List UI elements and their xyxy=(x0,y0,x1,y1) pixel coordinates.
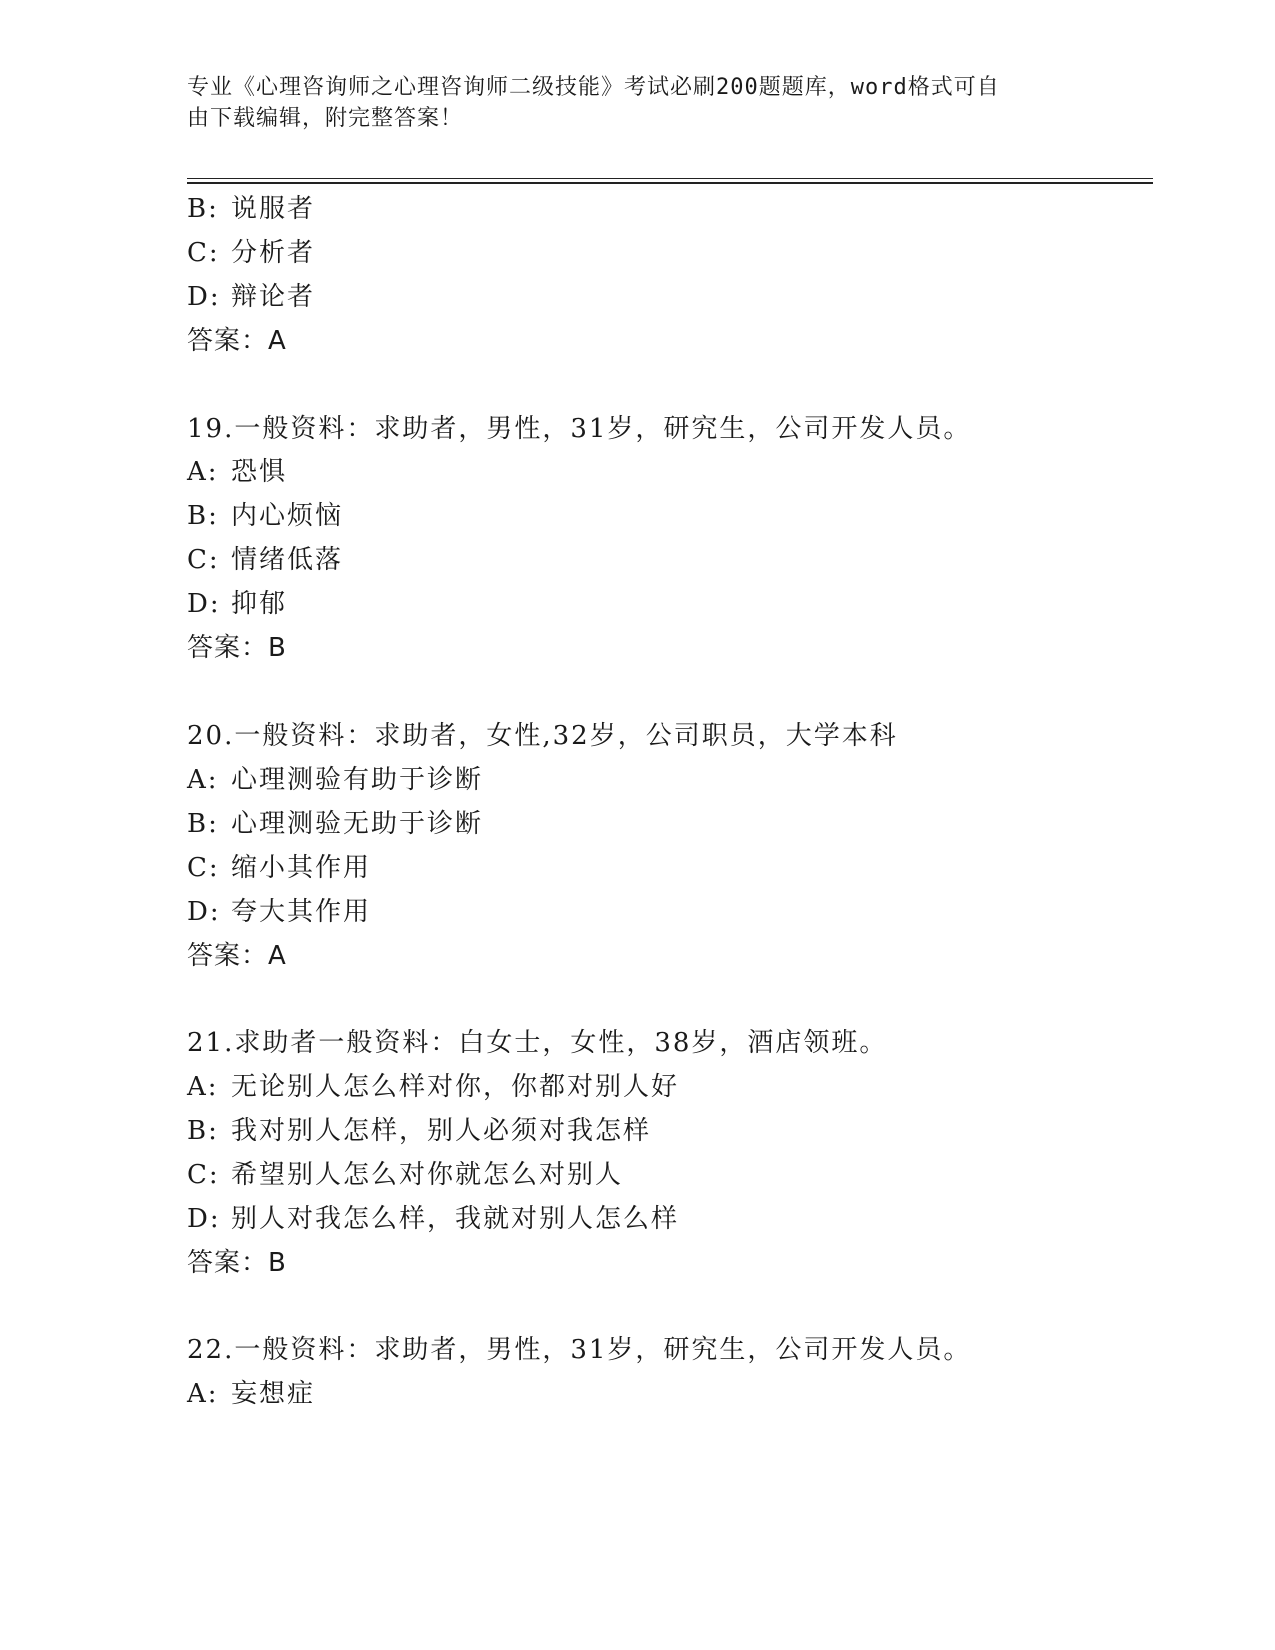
option-row xyxy=(187,1158,623,1192)
option-row xyxy=(187,807,483,841)
option-key: D: xyxy=(187,589,221,619)
option-text: 夸大其作用 xyxy=(231,897,372,927)
option-key: A: xyxy=(187,457,219,487)
option-row xyxy=(187,587,287,621)
answer-line: 答案：B xyxy=(187,1248,287,1278)
option-key: C: xyxy=(187,545,220,575)
option-key: A: xyxy=(187,1379,219,1409)
option-row xyxy=(187,851,371,885)
option-text: 分析者 xyxy=(231,238,316,268)
option-key: B: xyxy=(187,194,219,224)
header-line-1: 专业《心理咨询师之心理咨询师二级技能》考试必刷200题题库，word格式可自 xyxy=(187,75,1000,100)
option-row xyxy=(187,543,343,577)
header-divider-thin xyxy=(187,178,1153,179)
option-row xyxy=(187,280,315,314)
option-key: D: xyxy=(187,282,221,312)
option-row xyxy=(187,763,483,797)
option-text: 抑郁 xyxy=(231,589,288,619)
option-key: D: xyxy=(187,1204,221,1234)
document-header xyxy=(187,72,1067,134)
question-stem: 21.求助者一般资料：白女士，女性，38岁，酒店领班。 xyxy=(187,1028,888,1058)
option-key: C: xyxy=(187,238,220,268)
option-key: C: xyxy=(187,1160,220,1190)
option-row xyxy=(187,192,315,226)
option-key: B: xyxy=(187,501,219,531)
question-stem: 19.一般资料：求助者，男性，31岁，研究生，公司开发人员。 xyxy=(187,414,972,444)
option-key: C: xyxy=(187,853,220,883)
option-text: 恐惧 xyxy=(231,457,288,487)
option-text: 别人对我怎么样，我就对别人怎么样 xyxy=(231,1204,680,1234)
option-text: 情绪低落 xyxy=(231,545,344,575)
answer-line: 答案：A xyxy=(187,941,287,971)
option-key: A: xyxy=(187,765,219,795)
option-row xyxy=(187,455,287,489)
option-text: 内心烦恼 xyxy=(231,501,344,531)
option-key: B: xyxy=(187,809,219,839)
option-text: 心理测验有助于诊断 xyxy=(231,765,484,795)
header-line-2: 由下载编辑，附完整答案！ xyxy=(187,106,464,131)
option-row xyxy=(187,1114,651,1148)
option-text: 无论别人怎么样对你，你都对别人好 xyxy=(231,1072,680,1102)
option-text: 辩论者 xyxy=(231,282,316,312)
option-text: 妄想症 xyxy=(231,1379,316,1409)
option-key: B: xyxy=(187,1116,219,1146)
answer-line: 答案：A xyxy=(187,326,287,356)
option-text: 我对别人怎样，别人必须对我怎样 xyxy=(231,1116,652,1146)
answer-line: 答案：B xyxy=(187,633,287,663)
option-text: 缩小其作用 xyxy=(231,853,372,883)
option-row xyxy=(187,236,315,270)
option-row xyxy=(187,1377,315,1411)
question-stem: 20.一般资料：求助者，女性,32岁，公司职员，大学本科 xyxy=(187,721,898,751)
option-row xyxy=(187,1070,679,1104)
option-row xyxy=(187,895,371,929)
option-key: D: xyxy=(187,897,221,927)
option-row xyxy=(187,1202,679,1236)
option-text: 说服者 xyxy=(231,194,316,224)
option-text: 心理测验无助于诊断 xyxy=(231,809,484,839)
question-stem: 22.一般资料：求助者，男性，31岁，研究生，公司开发人员。 xyxy=(187,1335,972,1365)
header-divider-thick xyxy=(187,182,1153,184)
option-row xyxy=(187,499,343,533)
option-text: 希望别人怎么对你就怎么对别人 xyxy=(231,1160,624,1190)
option-key: A: xyxy=(187,1072,219,1102)
